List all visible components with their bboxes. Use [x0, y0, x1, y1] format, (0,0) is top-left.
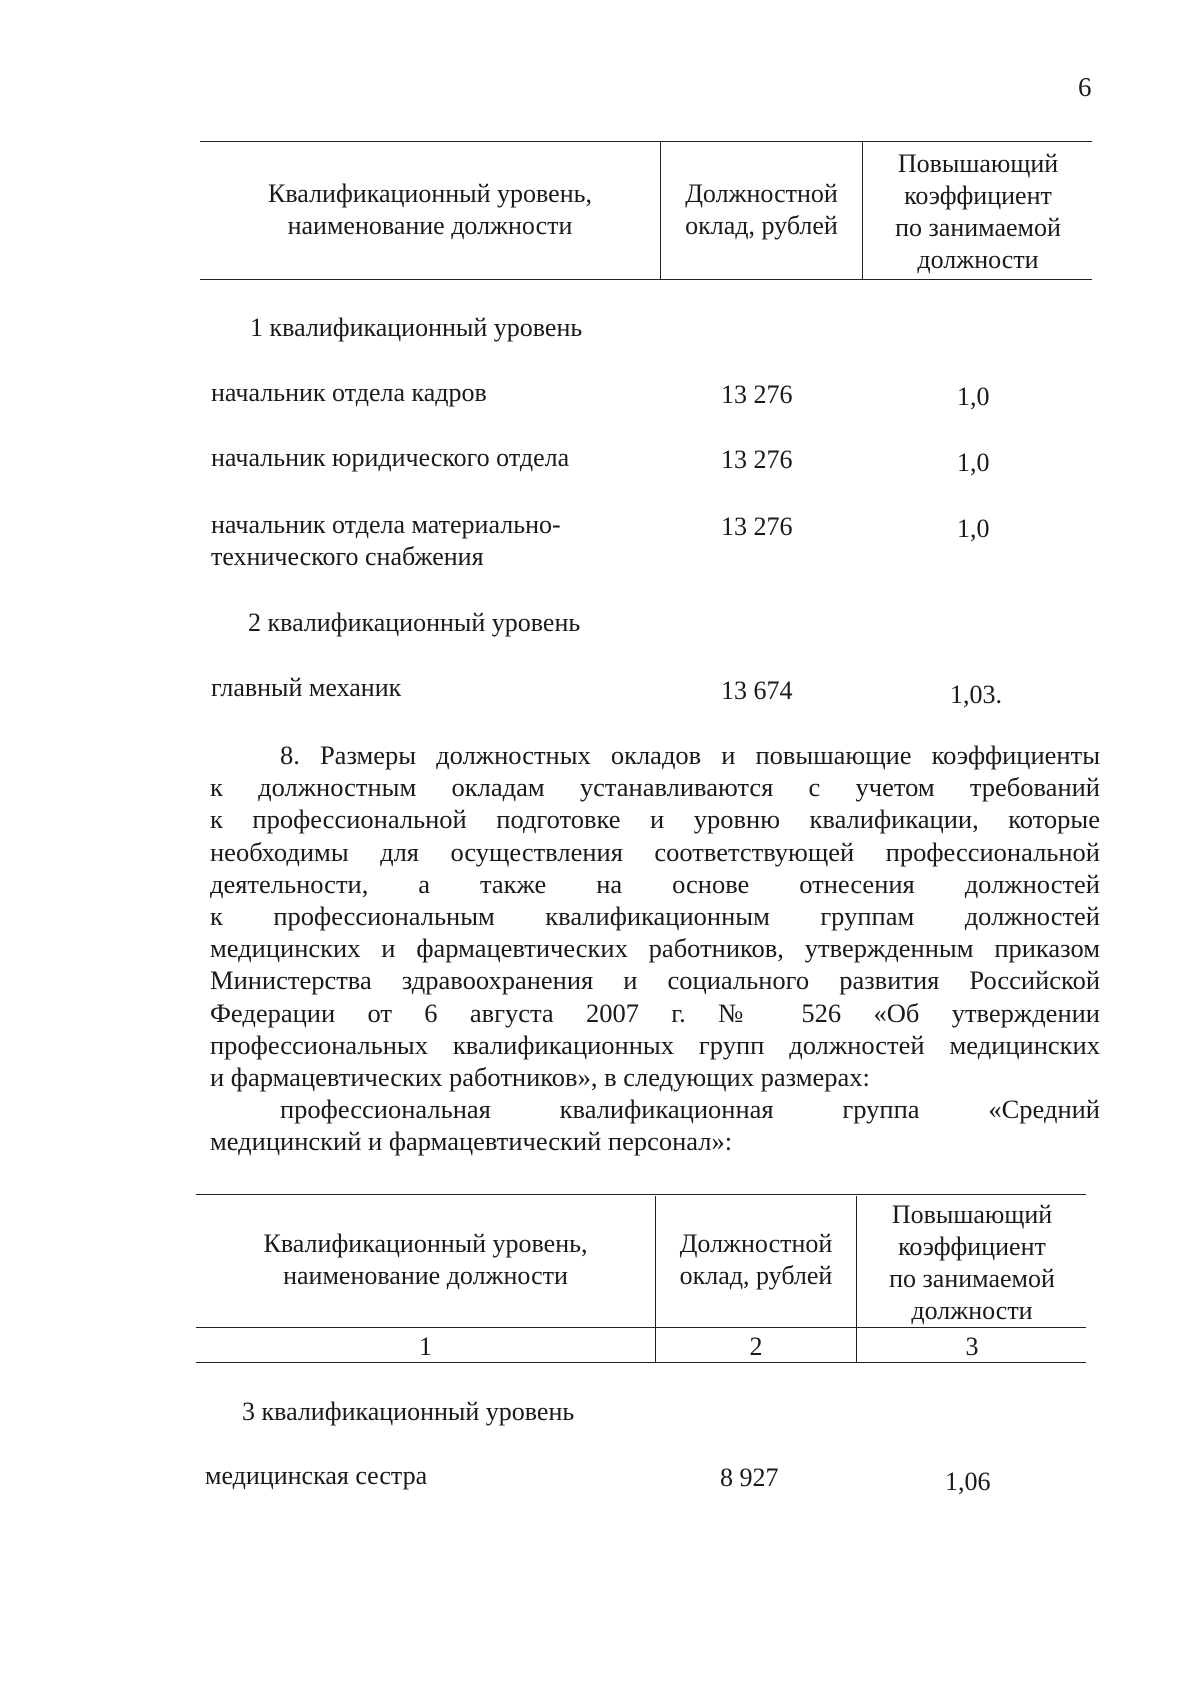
- table-header-border: [200, 279, 1092, 280]
- salary-value: 13 674: [721, 676, 793, 705]
- coefficient-value: 1,03.: [950, 680, 1002, 709]
- page-number: 6: [1078, 72, 1092, 102]
- header-coefficient: Повышающий коэффициент по занимаемой должности: [895, 149, 1061, 274]
- position-name: начальник отдела кадров: [211, 378, 487, 407]
- table-header-border: [196, 1327, 1086, 1328]
- header-qualification-level: Квалификационный уровень, наименование должности: [268, 179, 592, 240]
- position-name: технического снабжения: [211, 542, 484, 571]
- salary-value: 13 276: [721, 445, 793, 474]
- header-qualification-level: Квалификационный уровень, наименование должности: [263, 1229, 588, 1290]
- table-top-border: [200, 141, 1092, 142]
- header-salary: Должностной оклад, рублей: [679, 1229, 833, 1290]
- column-number: 3: [965, 1332, 979, 1361]
- header-salary: Должностной оклад, рублей: [685, 179, 838, 240]
- coefficient-value: 1,0: [957, 514, 990, 543]
- position-name: начальник юридического отдела: [211, 443, 570, 472]
- qualification-level-heading: 3 квалификационный уровень: [242, 1397, 575, 1426]
- coefficient-value: 1,0: [957, 448, 990, 477]
- position-name: медицинская сестра: [205, 1461, 428, 1490]
- qualification-level-heading: 2 квалификационный уровень: [248, 608, 581, 637]
- column-number: 1: [419, 1332, 432, 1361]
- salary-value: 8 927: [720, 1463, 779, 1492]
- salary-value: 13 276: [721, 380, 793, 409]
- column-number: 2: [749, 1332, 763, 1361]
- position-name: начальник отдела материально-: [211, 510, 561, 539]
- qualification-level-heading: 1 квалификационный уровень: [250, 313, 583, 342]
- table-top-border: [196, 1194, 1086, 1195]
- position-name: главный механик: [211, 673, 402, 702]
- salary-value: 13 276: [721, 512, 793, 541]
- coefficient-value: 1,06: [945, 1467, 991, 1496]
- coefficient-value: 1,0: [957, 382, 990, 411]
- paragraph-8: 8. Размеры должностных окладов и повышающие коэффициенты к должностным окладам устанавливаются с учетом требований к профессиональной подготовке и уровню квалификации, которые необходимы для осуществления соответствующей профессиональной деятельности, а также на основе отнесения должностей к профессиональным квалификационным группам должностей медицинских и фармацевтических работников, утвержденным приказом Министерства здравоохранения и социального развития Российской Федерации от 6 августа 2007 г. № 526 «Об утверждении профессиональных квалификационных групп должностей медицинских и фармацевтических работников», в следующих размерах: профессиональная квалификационная группа «Средний медицинский и фармацевтический персонал»:: [210, 740, 1100, 1157]
- header-coefficient: Повышающий коэффициент по занимаемой должности: [889, 1200, 1055, 1325]
